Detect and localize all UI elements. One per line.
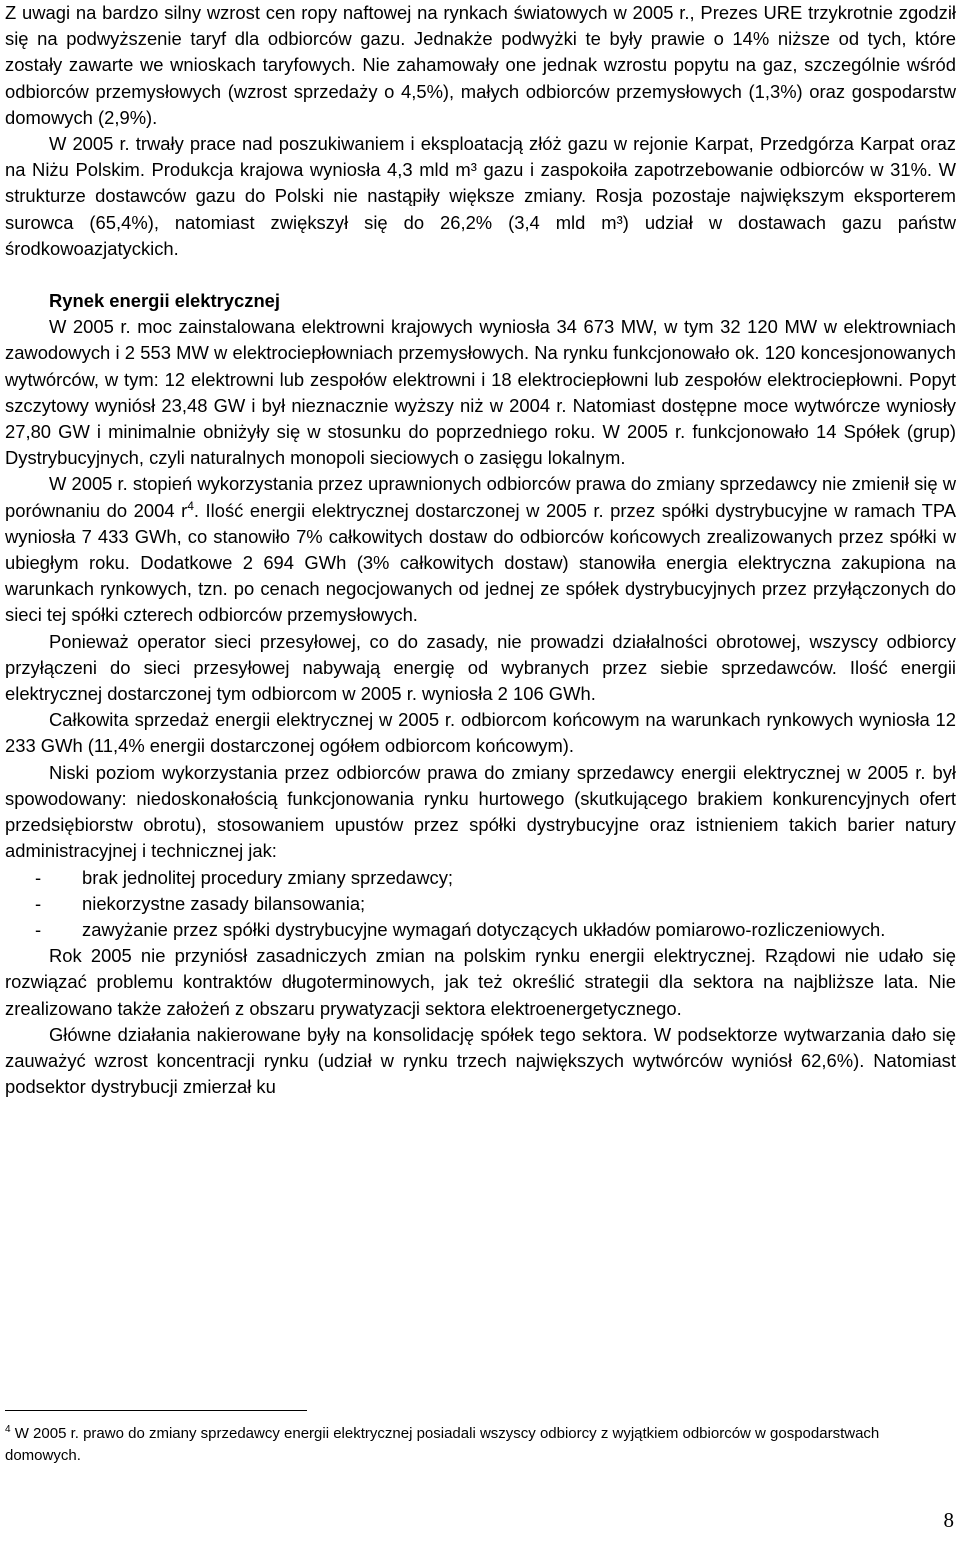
paragraph-supplier-switching	[5, 471, 956, 628]
paragraph-gas-prices: Z uwagi na bardzo silny wzrost cen ropy naftowej na rynkach światowych w 2005 r., Prezes URE trzykrotnie zgodził się na podwyższenie taryf dla odbiorców gazu. Jednakże podwyżki te były prawie o 14% niższe od tych, które zostały zawarte we wnioskach taryfowych. Nie zahamowały one jednak wzrostu popytu na gaz, szczególnie wśród odbiorców przemysłowych (wzrost sprzedaży o 4,5%), małych odbiorców przemysłowych (1,3%) oraz gospodarstw domowych (2,9%).	[5, 2, 956, 128]
footnote	[5, 1423, 956, 1467]
list-item	[5, 917, 956, 943]
list-item-text: brak jednolitej procedury zmiany sprzedawcy;	[82, 866, 454, 888]
section-heading-electricity: Rynek energii elektrycznej	[49, 290, 281, 312]
footnote-marker: 4	[5, 1424, 11, 1435]
list-item	[5, 891, 956, 917]
footnote-separator	[5, 1410, 307, 1411]
list-item	[5, 865, 956, 891]
footnote-reference: 4	[187, 498, 194, 513]
paragraph-supplier-switching-end: . Ilość energii elektrycznej dostarczonej w 2005 r. przez spółki dystrybucyjne w ramach TPA wyniosła 7 433 GWh, co stanowiło 7% całkowitych dostaw do odbiorców końcowych zrealizowanych przez spółki w ubiegłym roku. Dodatkowe 2 694 GWh (3% całkowitych dostaw) stanowiła energia elektryczna zakupiona na warunkach rynkowych, tzn. po cenach negocjowanych od jednej ze spółek dystrybucyjnych przez przyłączonych do sieci tej spółki czterech odbiorców przemysłowych.	[5, 499, 956, 626]
list-item-text: niekorzystne zasady bilansowania;	[82, 892, 366, 914]
document-page	[5, 0, 956, 1100]
paragraph-year-summary: Rok 2005 nie przyniósł zasadniczych zmian na polskim rynku energii elektrycznej. Rządowi nie udało się rozwiązać problemu kontraktów długoterminowych, jak też określić strategii dla sektora na najbliższe lata. Nie zrealizowano także założeń z obszaru prywatyzacji sektora elektroenergetycznego.	[5, 945, 956, 1019]
paragraph-low-usage: Niski poziom wykorzystania przez odbiorców prawa do zmiany sprzedawcy energii elektrycznej w 2005 r. był spowodowany: niedoskonałością funkcjonowania rynku hurtowego (skutkującego brakiem konkurencyjnych ofert przedsiębiorstw obrotu), stosowaniem upustów przez spółki dystrybucyjne oraz istnieniem takich barier natury administracyjnej i technicznej jak:	[5, 761, 956, 862]
barriers-list	[5, 865, 956, 944]
paragraph-gas-production: W 2005 r. trwały prace nad poszukiwaniem i eksploatacją złóż gazu w rejonie Karpat, Przedgórza Karpat oraz na Niżu Polskim. Produkcja krajowa wyniosła 4,3 mld m³ gazu i zaspokoiła zapotrzebowanie odbiorców w 31%. W strukturze dostawców gazu do Polski nie nastąpiły większe zmiany. Rosja pozostaje największym eksporterem surowca (65,4%), natomiast zwiększył się do 26,2% (3,4 mld m³) udział w dostawach gazu państw środkowoazjatyckich.	[5, 133, 956, 259]
paragraph-installed-capacity: W 2005 r. moc zainstalowana elektrowni krajowych wyniosła 34 673 MW, w tym 32 120 MW w elektrowniach zawodowych i 2 553 MW w elektrociepłowniach przemysłowych. Na rynku funkcjonowało ok. 120 koncesjonowanych wytwórców, w tym: 12 elektrowni lub zespołów elektrowni i 18 elektrociepłowni lub zespołów elektrociepłowni. Popyt szczytowy wyniósł 23,48 GW i był nieznacznie wyższy niż w 2004 r. Natomiast dostępne moce wytwórcze wyniosły 27,80 GW i minimalnie obniżyły się w stosunku do poprzedniego roku. W 2005 r. funkcjonowało 14 Spółek (grup) Dystrybucyjnych, czyli naturalnych monopoli sieciowych o zasięgu lokalnym.	[5, 316, 956, 469]
list-dash: -	[35, 892, 42, 914]
paragraph-total-sales: Całkowita sprzedaż energii elektrycznej w 2005 r. odbiorcom końcowym na warunkach rynkowych wyniosła 12 233 GWh (11,4% energii dostarczonej ogółem odbiorcom końcowym).	[5, 709, 956, 757]
paragraph-supplier-switching-start: W 2005 r. stopień wykorzystania przez uprawnionych odbiorców prawa do zmiany sprzedawcy nie zmienił się w porównaniu do 2004 r	[5, 473, 956, 521]
list-dash: -	[35, 866, 42, 888]
paragraph-transmission-operator: Ponieważ operator sieci przesyłowej, co do zasady, nie prowadzi działalności obrotowej, wszyscy odbiorcy przyłączeni do sieci przesyłowej nabywają energię od wybranych przez siebie sprzedawców. Ilość energii elektrycznej dostarczonej tym odbiorcom w 2005 r. wyniosła 2 106 GWh.	[5, 630, 956, 705]
paragraph-consolidation: Główne działania nakierowane były na konsolidację spółek tego sektora. W podsektorze wytwarzania dało się zauważyć wzrost koncentracji rynku (udział w rynku trzech największych wytwórców wyniósł 62,6%). Natomiast podsektor dystrybucji zmierzał ku	[5, 1023, 956, 1098]
list-dash: -	[35, 918, 42, 940]
footnote-text: W 2005 r. prawo do zmiany sprzedawcy energii elektrycznej posiadali wszyscy odbiorcy z wyjątkiem odbiorców w gospodarstwach domowych.	[5, 1425, 880, 1464]
list-item-text: zawyżanie przez spółki dystrybucyjne wymagań dotyczących układów pomiarowo-rozliczeniowych.	[82, 918, 886, 940]
page-number: 8	[943, 1508, 954, 1532]
